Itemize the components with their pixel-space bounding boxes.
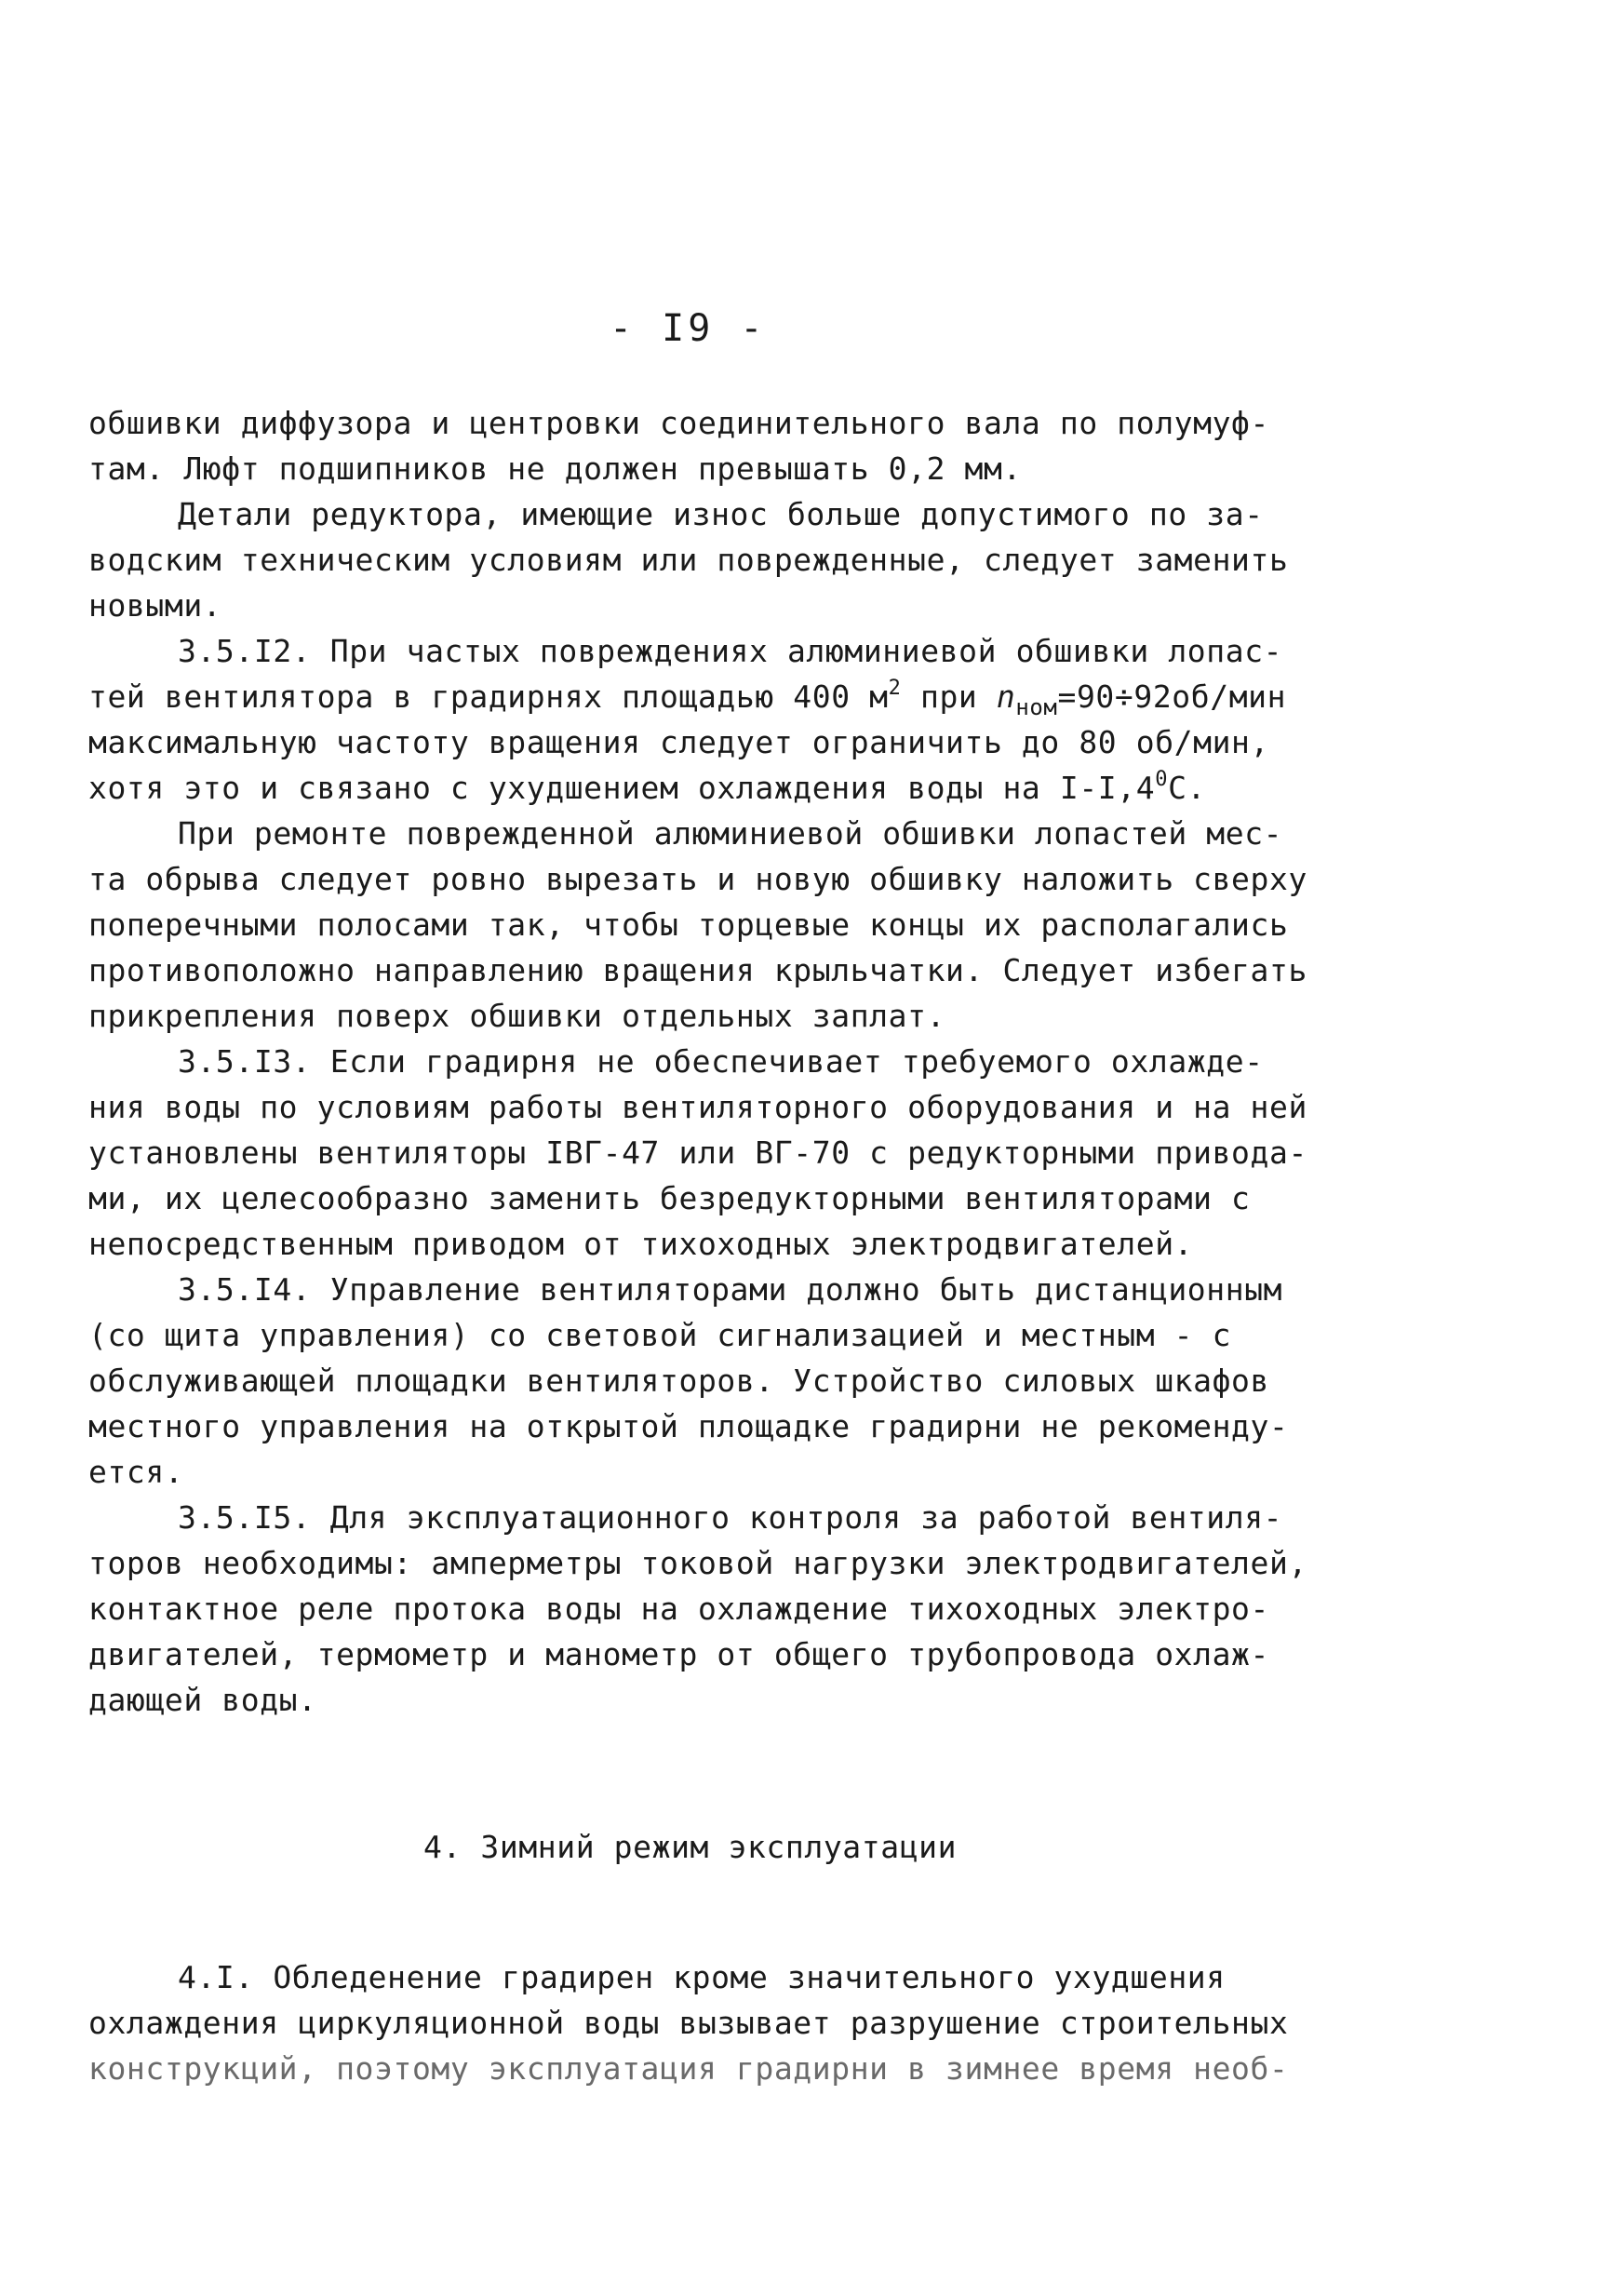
text-line: 4.I. Обледенение градирен кроме значительного ухудшения: [178, 1959, 1226, 1995]
rotation-symbol: n: [996, 678, 1016, 715]
text-line-formula: [88, 674, 1326, 719]
text-line: конструкций, поэтому эксплуатация градирни в зимнее время необ-: [88, 2050, 1289, 2087]
text-line: непосредственным приводом от тихоходных электродвигателей.: [88, 1226, 1194, 1262]
text-line: максимальную частоту вращения следует ограничить до 80 об/мин,: [88, 724, 1269, 760]
area-exponent: 2: [888, 677, 902, 700]
text-line: охлаждения циркуляционной воды вызывает разрушение строительных: [88, 2005, 1289, 2041]
text-line: новыми.: [88, 587, 222, 624]
text-line: При ремонте поврежденной алюминиевой обшивки лопастей мес-: [178, 815, 1283, 852]
text-line: прикрепления поверх обшивки отдельных заплат.: [88, 998, 946, 1034]
body-text: [88, 400, 1326, 1723]
text-line: ется.: [88, 1454, 184, 1490]
text-line: та обрыва следует ровно вырезать и новую обшивку наложить сверху: [88, 861, 1307, 897]
text-line: контактное реле протока воды на охлаждение тихоходных электро-: [88, 1591, 1269, 1627]
text-line: 3.5.I4. Управление вентиляторами должно быть дистанционным: [178, 1271, 1283, 1308]
formula-text: С.: [1168, 770, 1206, 806]
text-line: установлены вентиляторы IВГ-47 или ВГ-70 с редукторными привода-: [88, 1135, 1307, 1171]
text-line: Детали редуктора, имеющие износ больше допустимого по за-: [178, 496, 1264, 532]
nominal-subscript: ном: [1015, 694, 1058, 720]
text-line: там. Люфт подшипников не должен превышать 0,2 мм.: [88, 450, 1022, 487]
text-line: дающей воды.: [88, 1682, 317, 1718]
text-line: торов необходимы: амперметры токовой нагрузки электродвигателей,: [88, 1545, 1307, 1581]
text-line: (со щита управления) со световой сигнализацией и местным - с: [88, 1317, 1232, 1353]
formula-text: хотя это и связано с ухудшением охлаждения воды на I-I,4: [88, 770, 1156, 806]
text-line: местного управления на открытой площадке градирни не рекоменду-: [88, 1408, 1289, 1444]
text-line: обслуживающей площадки вентиляторов. Устройство силовых шкафов: [88, 1363, 1269, 1399]
text-line: 3.5.I3. Если градирня не обеспечивает требуемого охлажде-: [178, 1043, 1264, 1080]
text-line-formula: [88, 765, 1326, 811]
text-line: 3.5.I2. При частых повреждениях алюминиевой обшивки лопас-: [178, 633, 1283, 669]
text-line: обшивки диффузора и центровки соединительного вала по полумуф-: [88, 405, 1269, 441]
formula-text: =90÷92об/мин: [1057, 678, 1287, 715]
winter-section-text: [88, 1954, 1326, 2091]
text-line: ми, их целесообразно заменить безредукторными вентиляторами с: [88, 1180, 1251, 1216]
text-line: двигателей, термометр и манометр от общего трубопровода охлаж-: [88, 1636, 1269, 1672]
page-number: - I9 -: [610, 307, 767, 350]
text-line: ния воды по условиям работы вентиляторного оборудования и на ней: [88, 1089, 1307, 1125]
degree-sign: 0: [1155, 768, 1169, 791]
formula-text: при: [901, 678, 997, 715]
text-line: 3.5.I5. Для эксплуатационного контроля за работой вентиля-: [178, 1499, 1283, 1536]
text-line: поперечными полосами так, чтобы торцевые концы их располагались: [88, 906, 1289, 943]
formula-text: тей вентилятора в градирнях площадью 400 м: [88, 678, 889, 715]
text-line: водским техническим условиям или поврежденные, следует заменить: [88, 542, 1289, 578]
text-line: противоположно направлению вращения крыльчатки. Следует избегать: [88, 952, 1307, 988]
section-heading: 4. Зимний режим эксплуатации: [423, 1829, 958, 1865]
